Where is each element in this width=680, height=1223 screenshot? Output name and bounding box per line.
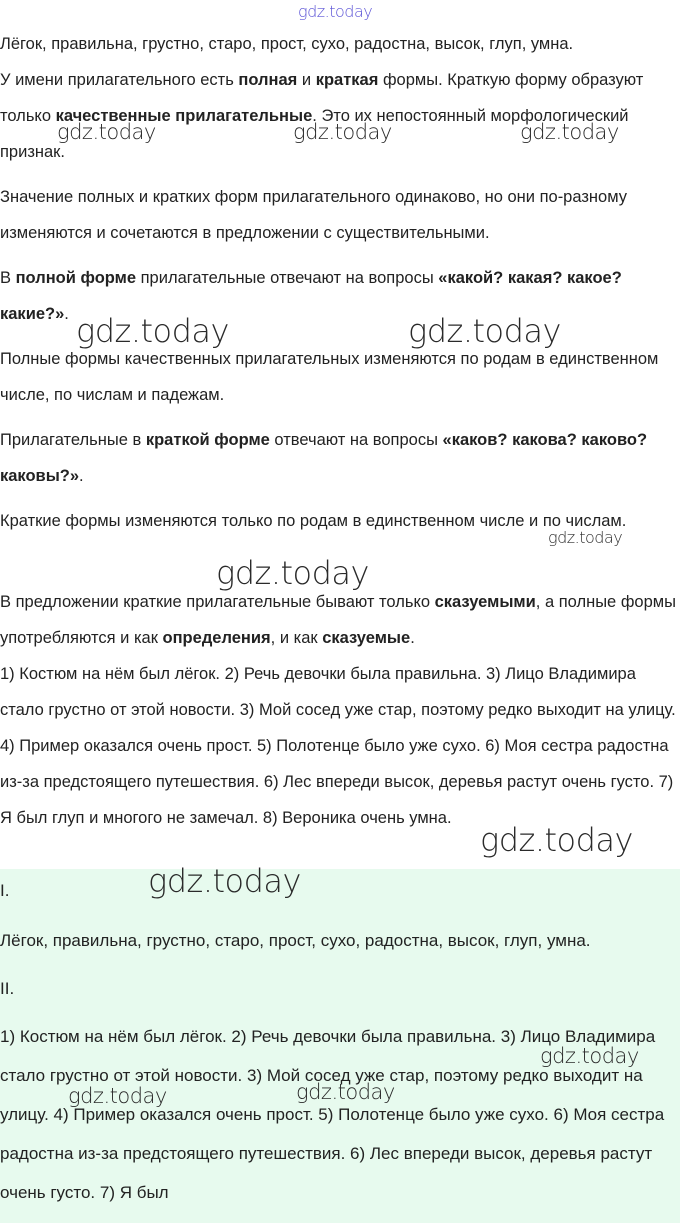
paragraph-syntax-role: В предложении краткие прилагательные бывают только сказуемыми, а полные формы употребляются и как определения, и как сказуемые. [0, 593, 676, 647]
answer-label-2: II. [0, 979, 15, 998]
paragraph-short-form-questions: Прилагательные в краткой форме отвечают на вопросы «каков? какова? каково? каковы?». [0, 431, 648, 485]
watermark: gdz.today [148, 862, 301, 900]
watermark: gdz.today [293, 120, 392, 144]
answer-line-1: Лёгок, правильна, грустно, старо, прост, сухо, радостна, высок, глуп, умна. [0, 931, 591, 950]
watermark: gdz.today [68, 1084, 167, 1108]
paragraph-meaning: Значение полных и кратких форм прилагательного одинаково, но они по-разному изменяются и сочетаются в предложении с существительными. [0, 188, 627, 242]
paragraph-short-forms-change: Краткие формы изменяются только по родам в единственном числе и по числам. [0, 512, 627, 530]
paragraph-full-form: В полной форме прилагательные отвечают на вопросы «какой? какая? какое? какие?». [0, 269, 622, 323]
watermark: gdz.today [57, 120, 156, 144]
watermark: gdz.today [540, 1044, 639, 1068]
watermark: gdz.today [548, 528, 623, 547]
watermark: gdz.today [296, 1080, 395, 1104]
answer-label-1: I. [0, 881, 10, 900]
answer-text-2: 1) Костюм на нём был лёгок. 2) Речь девочки была правильна. 3) Лицо Владимира стало грустно от этой новости. 3) Мой сосед уже стар, поэтому редко выходит на улицу. 4) Пример оказался очень прост. 5) Полотенце было уже сухо. 6) Моя сестра радостна из-за предстоящего путешествия. 6) Лес впереди высок, деревья растут очень густо. 7) Я был [0, 1027, 665, 1202]
watermark: gdz.today [408, 312, 561, 350]
paragraph-short-forms: У имени прилагательного есть полная и краткая формы. Краткую форму образуют только качественные прилагательные. Это их непостоянный морфологический признак. [0, 71, 644, 161]
watermark: gdz.today [480, 821, 633, 859]
watermark: gdz.today [520, 120, 619, 144]
watermark: gdz.today [298, 2, 373, 21]
paragraph-full-forms-change: Полные формы качественных прилагательных изменяются по родам в единственном числе, по числам и падежам. [0, 350, 659, 404]
watermark: gdz.today [76, 312, 229, 350]
summary-line: Лёгок, правильна, грустно, старо, прост, сухо, радостна, высок, глуп, умна. [0, 35, 574, 53]
watermark: gdz.today [216, 554, 369, 592]
example-sentences: 1) Костюм на нём был лёгок. 2) Речь девочки была правильна. 3) Лицо Владимира стало грустно от этой новости. 3) Мой сосед уже стар, поэтому редко выходит на улицу. 4) Пример оказался очень прост. 5) Полотенце было уже сухо. 6) Моя сестра радостна из-за предстоящего путешествия. 6) Лес впереди высок, деревья растут очень густо. 7) Я был глуп и многого не замечал. 8) Вероника очень умна. [0, 665, 676, 827]
